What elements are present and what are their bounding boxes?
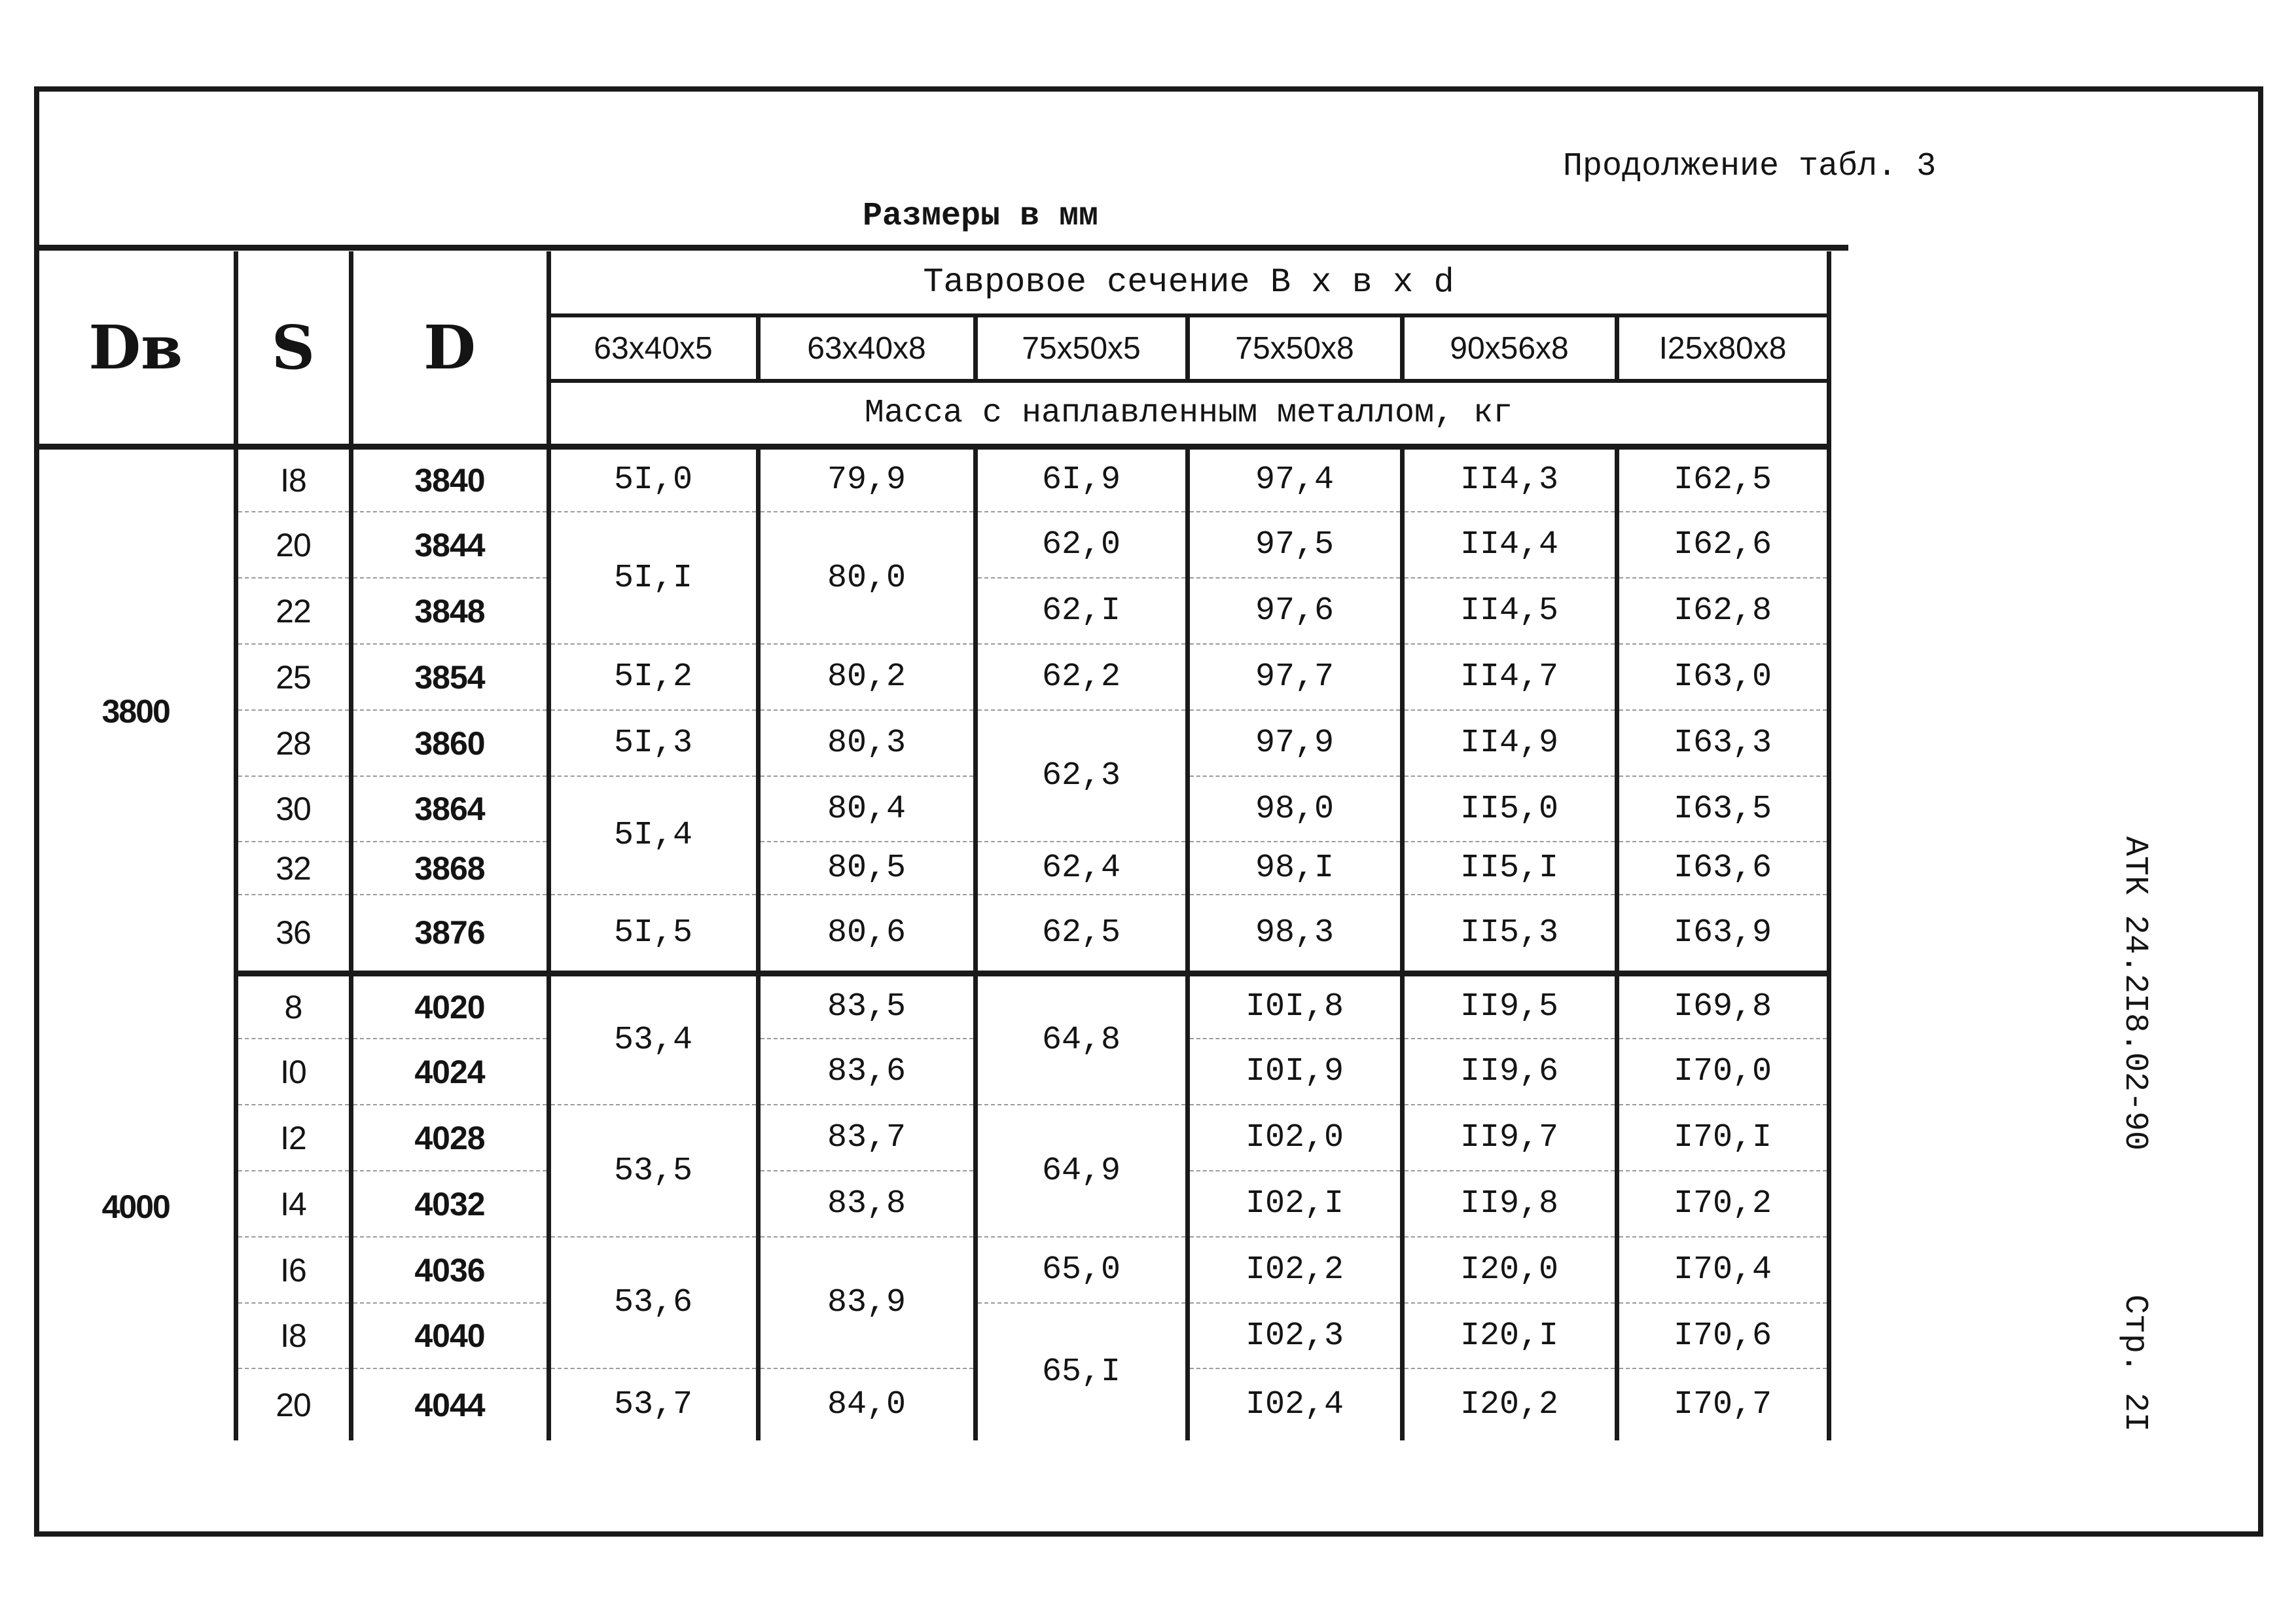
s-cell: 22 [236,578,351,644]
s-cell: 25 [236,644,351,710]
d-cell: 4044 [351,1368,548,1440]
mass-cell: I0I,8 [1187,973,1402,1039]
s-cell: I0 [236,1039,351,1105]
mass-cell: 97,4 [1187,446,1402,512]
table-row [38,644,1829,710]
mass-cell: II4,5 [1402,578,1617,644]
d-cell: 3840 [351,446,548,512]
mass-cell: I02,2 [1187,1237,1402,1303]
mass-cell: 62,0 [975,512,1187,578]
s-cell: I4 [236,1171,351,1237]
mass-cell: I63,5 [1617,776,1829,842]
s-cell: 8 [236,973,351,1039]
table-row [38,1039,1829,1105]
mass-cell: 98,3 [1187,895,1402,973]
mass-cell: 84,0 [758,1368,975,1440]
s-cell: 28 [236,710,351,776]
mass-cell: 83,9 [758,1237,975,1368]
mass-cell: I20,2 [1402,1368,1617,1440]
mass-cell: I02,4 [1187,1368,1402,1440]
d-cell: 3860 [351,710,548,776]
d-cell: 4032 [351,1171,548,1237]
mass-cell: 53,6 [548,1237,758,1368]
header-size: 63x40x8 [758,315,975,381]
mass-cell: 79,9 [758,446,975,512]
mass-cell: 6I,9 [975,446,1187,512]
table-row [38,895,1829,973]
mass-cell: 80,0 [758,512,975,644]
mass-cell: II9,6 [1402,1039,1617,1105]
d-cell: 4036 [351,1237,548,1303]
mass-cell: I63,3 [1617,710,1829,776]
table-row [38,1237,1829,1303]
mass-cell: 97,9 [1187,710,1402,776]
mass-cell: I62,6 [1617,512,1829,578]
mass-cell: 83,7 [758,1105,975,1171]
table-row [38,710,1829,776]
s-cell: I6 [236,1237,351,1303]
header-size: 90x56x8 [1402,315,1617,381]
mass-cell: 5I,I [548,512,758,644]
mass-cell: I63,0 [1617,644,1829,710]
units-note: Размеры в мм [863,198,1099,235]
s-cell: I8 [236,446,351,512]
table-row [38,1171,1829,1237]
header-size: 63x40x5 [548,315,758,381]
mass-cell: 5I,5 [548,895,758,973]
mass-cell: 80,4 [758,776,975,842]
mass-cell: 80,2 [758,644,975,710]
mass-cell: I62,8 [1617,578,1829,644]
mass-cell: 97,5 [1187,512,1402,578]
dv-cell: 3800 [38,446,236,973]
mass-cell: 62,I [975,578,1187,644]
mass-cell: 62,5 [975,895,1187,973]
mass-cell: I70,2 [1617,1171,1829,1237]
s-cell: 20 [236,512,351,578]
mass-cell: 62,4 [975,842,1187,895]
mass-cell: II4,4 [1402,512,1617,578]
mass-cell: II9,5 [1402,973,1617,1039]
mass-cell: 53,4 [548,973,758,1105]
header-dv: Dв [38,251,236,446]
mass-cell: I70,0 [1617,1039,1829,1105]
mass-cell: I62,5 [1617,446,1829,512]
mass-cell: I70,4 [1617,1237,1829,1303]
header-s: S [236,251,351,446]
mass-cell: II5,I [1402,842,1617,895]
s-cell: I2 [236,1105,351,1171]
mass-cell: 62,2 [975,644,1187,710]
mass-cell: I02,3 [1187,1303,1402,1368]
s-cell: 20 [236,1368,351,1440]
mass-cell: I70,7 [1617,1368,1829,1440]
mass-cell: 80,3 [758,710,975,776]
mass-cell: I02,I [1187,1171,1402,1237]
mass-cell: 83,5 [758,973,975,1039]
mass-cell: I69,8 [1617,973,1829,1039]
mass-cell: II9,7 [1402,1105,1617,1171]
mass-cell: 83,6 [758,1039,975,1105]
table-row [38,842,1829,895]
mass-cell: 64,9 [975,1105,1187,1237]
mass-cell: I0I,9 [1187,1039,1402,1105]
mass-cell: 65,0 [975,1237,1187,1303]
mass-cell: I70,I [1617,1105,1829,1171]
header-size: 75x50x5 [975,315,1187,381]
mass-cell: II4,7 [1402,644,1617,710]
continuation-label: Продолжение табл. 3 [1563,148,1937,185]
d-cell: 3844 [351,512,548,578]
d-cell: 3864 [351,776,548,842]
document-code: АТК 24.2I8.02-90 [2116,836,2153,1151]
mass-cell: 5I,2 [548,644,758,710]
mass-cell: II4,9 [1402,710,1617,776]
d-cell: 3868 [351,842,548,895]
header-size: I25x80x8 [1617,315,1829,381]
mass-cell: I20,I [1402,1303,1617,1368]
page-number: Стр. 2I [2116,1294,2153,1433]
mass-cell: 98,0 [1187,776,1402,842]
header-d: D [351,251,548,446]
d-cell: 3876 [351,895,548,973]
s-cell: 36 [236,895,351,973]
table-row [38,1105,1829,1171]
mass-cell: 53,5 [548,1105,758,1237]
header-rule [38,245,1848,251]
mass-cell: 62,3 [975,710,1187,842]
mass-cell: 64,8 [975,973,1187,1105]
d-cell: 4024 [351,1039,548,1105]
mass-cell: II5,3 [1402,895,1617,973]
mass-cell: 5I,4 [548,776,758,895]
mass-cell: 53,7 [548,1368,758,1440]
mass-table [38,251,1831,1440]
header-size: 75x50x8 [1187,315,1402,381]
mass-cell: I02,0 [1187,1105,1402,1171]
d-cell: 4028 [351,1105,548,1171]
s-cell: 32 [236,842,351,895]
mass-cell: 98,I [1187,842,1402,895]
mass-cell: 83,8 [758,1171,975,1237]
d-cell: 3854 [351,644,548,710]
mass-cell: I63,9 [1617,895,1829,973]
table-row [38,973,1829,1039]
mass-cell: 97,7 [1187,644,1402,710]
mass-cell: I70,6 [1617,1303,1829,1368]
mass-cell: II9,8 [1402,1171,1617,1237]
mass-cell: 5I,0 [548,446,758,512]
s-cell: 30 [236,776,351,842]
mass-cell: 80,5 [758,842,975,895]
mass-cell: 5I,3 [548,710,758,776]
mass-cell: 97,6 [1187,578,1402,644]
mass-cell: II5,0 [1402,776,1617,842]
table-row [38,512,1829,578]
mass-cell: II4,3 [1402,446,1617,512]
header-section: Тавровое сечение В х в х d [548,251,1829,315]
table-row [38,776,1829,842]
d-cell: 4020 [351,973,548,1039]
mass-cell: 80,6 [758,895,975,973]
mass-cell: 65,I [975,1303,1187,1440]
table-row [38,446,1829,512]
mass-cell: I20,0 [1402,1237,1617,1303]
table-row [38,1368,1829,1440]
dv-cell: 4000 [38,973,236,1440]
d-cell: 3848 [351,578,548,644]
header-mass: Масса с наплавленным металлом, кг [548,381,1829,446]
s-cell: I8 [236,1303,351,1368]
d-cell: 4040 [351,1303,548,1368]
mass-cell: I63,6 [1617,842,1829,895]
